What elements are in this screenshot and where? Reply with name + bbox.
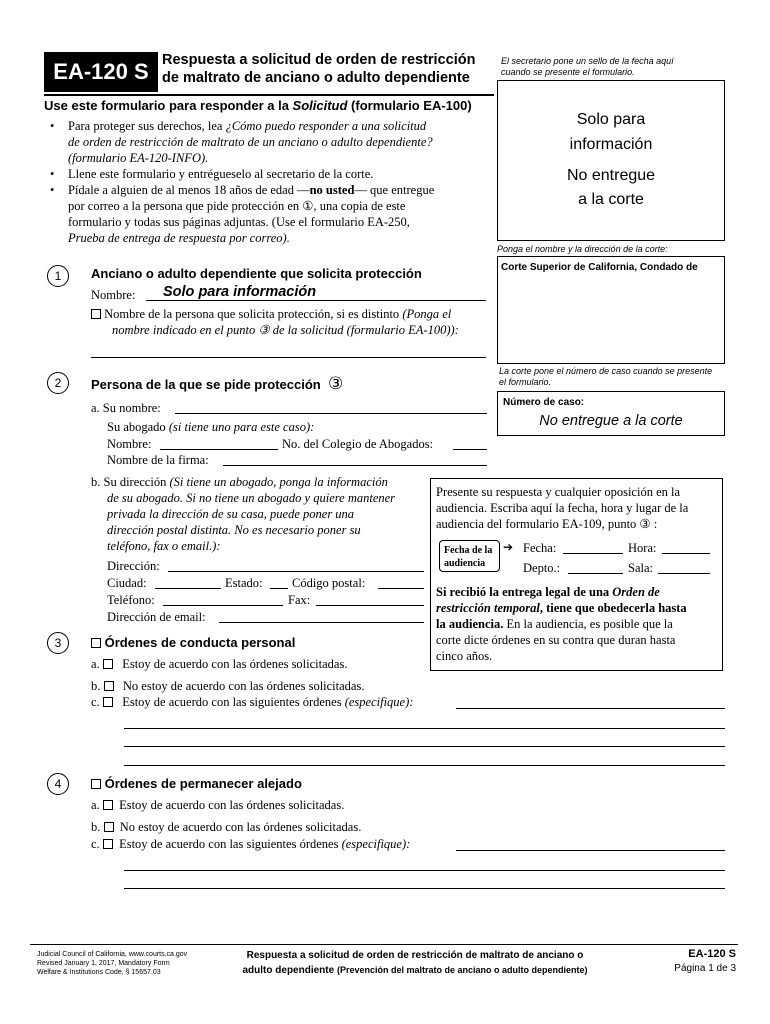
intro-heading: Use este formulario para responder a la Solicitud (formulario EA-100) [44, 98, 472, 113]
alt-name-hint: nombre indicado en el punto ③ de la solicitud (formulario EA-100)): [112, 323, 459, 337]
s4-option-a: a. Estoy de acuerdo con las órdenes solicitadas. [91, 798, 345, 812]
stamp-text-3: No entregue [566, 167, 656, 184]
intro-bullet-1: • Para proteger sus derechos, lea ¿Cómo puedo responder a una solicitud de orden de restricción de maltrato de un anciano o adulto dependiente? (formulario EA-120-INFO). [50, 119, 433, 165]
footer-rule [30, 944, 738, 945]
intro-bullets [50, 118, 490, 246]
intro-bullet-2: • Llene este formulario y entrégueselo al secretario de la corte. [50, 167, 374, 181]
section-1-number: 1 [47, 265, 69, 287]
requester-name-field[interactable] [146, 300, 486, 301]
s3-specify-line-3[interactable] [124, 746, 725, 747]
requester-name-label: Nombre: [91, 288, 136, 302]
stamp-text-1: Solo para [576, 111, 646, 128]
s4-option-c-checkbox[interactable] [103, 839, 113, 849]
phone-label: Teléfono: [107, 593, 155, 607]
respondent-name-field[interactable] [175, 413, 487, 414]
case-note: La corte pone el número de caso cuando se presente el formulario. [499, 366, 713, 387]
section-4-checkbox[interactable] [91, 779, 101, 789]
hearing-warning: Si recibió la entrega legal de una Orden de restricción temporal, tiene que obedecerla hasta la audiencia. En la audiencia, es posible que la corte dicte órdenes en su contra que duran hasta cinco años. [436, 585, 687, 663]
s3-option-b-checkbox[interactable] [104, 681, 114, 691]
section-2-title: Persona de la que se pide protección ③ [91, 374, 344, 393]
section-4-number: 4 [47, 773, 69, 795]
bar-number-label: No. del Colegio de Abogados: [282, 437, 434, 451]
footer-page-number: Página 1 de 3 [674, 963, 736, 974]
firm-name-field[interactable] [223, 465, 487, 466]
header-rule [44, 94, 494, 96]
clerk-stamp-box [497, 80, 725, 241]
arrow-right-icon: ➔ [503, 540, 514, 554]
bar-number-field[interactable] [453, 449, 487, 450]
s3-option-b: b. No estoy de acuerdo con las órdenes solicitadas. [91, 679, 365, 693]
hearing-instructions: Presente su respuesta y cualquier oposición en la audiencia. Escriba aquí la fecha, hora y lugar de la audiencia del formulario EA-109, punto ③ : [436, 485, 689, 531]
address-instructions: b. Su dirección (Si tiene un abogado, ponga la información de su abogado. Si no tiene un abogado y quiere mantener privada la dirección de su casa, puede poner una dirección postal distinta. No es necesario poner su teléfono, fax o email.): [91, 475, 396, 553]
respondent-name-label: a. Su nombre: [91, 401, 161, 415]
firm-name-label: Nombre de la firma: [107, 453, 209, 467]
s4-option-b: b. No estoy de acuerdo con las órdenes solicitadas. [91, 820, 362, 834]
zip-label: Código postal: [292, 576, 366, 590]
lawyer-name-field[interactable] [160, 449, 278, 450]
email-label: Dirección de email: [107, 610, 206, 624]
alt-name-checkbox[interactable] [91, 309, 101, 319]
s3-option-a-checkbox[interactable] [103, 659, 113, 669]
intro-bullet-3: • Pídale a alguien de al menos 18 años de edad —no usted— que entregue por correo a la persona que pide protección en ①, una copia de este formulario y todas sus páginas adjuntas. (Use el formulario EA-250, Prueba de entrega de respuesta por correo). [50, 183, 435, 245]
clerk-stamp-note: El secretario pone un sello de la fecha aquí cuando se presente el formulario. [501, 56, 674, 77]
footer-source: Judicial Council of California, www.courts.ca.gov Revised January 1, 2017, Mandatory Form Welfare & Institutions Code, § 15657.03 [37, 951, 188, 976]
fax-field[interactable] [316, 605, 424, 606]
s3-option-c: c. Estoy de acuerdo con las siguientes órdenes (especifique): [91, 695, 414, 709]
hearing-badge-text: Fecha de la audiencia [444, 545, 493, 569]
form-code: EA-120 S [53, 59, 149, 84]
address-label: Dirección: [107, 559, 160, 573]
section-1-title: Anciano o adulto dependiente que solicita protección [91, 266, 422, 281]
s4-option-a-checkbox[interactable] [103, 800, 113, 810]
s4-specify-line-3[interactable] [124, 888, 725, 889]
s4-option-c: c. Estoy de acuerdo con las siguientes órdenes (especifique): [91, 837, 411, 851]
hearing-date-field[interactable] [563, 553, 623, 554]
section-3-number: 3 [47, 632, 69, 654]
city-field[interactable] [155, 588, 221, 589]
section-2-number: 2 [47, 372, 69, 394]
s4-specify-line-1[interactable] [456, 850, 725, 851]
alt-name-row: Nombre de la persona que solicita protección, si es distinto (Ponga el [91, 306, 491, 322]
form-title-line2: de maltrato de anciano o adulto dependiente [162, 70, 470, 86]
s3-option-a: a. Estoy de acuerdo con las órdenes solicitadas. [91, 657, 348, 671]
lawyer-label: Su abogado (si tiene uno para este caso): [107, 420, 315, 434]
state-label: Estado: [225, 576, 263, 590]
phone-field[interactable] [163, 605, 283, 606]
s4-specify-line-2[interactable] [124, 870, 725, 871]
section-4-title: Órdenes de permanecer alejado [91, 776, 302, 791]
zip-field[interactable] [378, 588, 424, 589]
stamp-text-4: a la corte [578, 191, 644, 208]
hearing-time-label: Hora: [628, 541, 657, 555]
state-field[interactable] [270, 588, 288, 589]
footer-title: Respuesta a solicitud de orden de restricción de maltrato de anciano o adulto dependiente (Prevención del maltrato de anciano o adulto dependiente) [242, 950, 588, 976]
hearing-time-field[interactable] [662, 553, 710, 554]
s3-specify-line-4[interactable] [124, 765, 725, 766]
city-label: Ciudad: [107, 576, 147, 590]
stamp-text-2: información [569, 136, 653, 153]
court-note: Ponga el nombre y la dirección de la corte: [497, 244, 668, 254]
address-field[interactable] [168, 571, 424, 572]
hearing-room-field[interactable] [658, 573, 710, 574]
case-label: Número de caso: [503, 397, 585, 408]
s3-specify-line-2[interactable] [124, 728, 725, 729]
s4-option-b-checkbox[interactable] [104, 822, 114, 832]
requester-name-value: Solo para información [163, 284, 317, 300]
hearing-date-label: Fecha: [523, 541, 557, 555]
section-3-title: Órdenes de conducta personal [91, 635, 295, 650]
hearing-dept-field[interactable] [568, 573, 623, 574]
hearing-room-label: Sala: [628, 561, 653, 575]
hearing-dept-label: Depto.: [523, 561, 561, 575]
s3-specify-line-1[interactable] [456, 708, 725, 709]
s3-option-c-checkbox[interactable] [103, 697, 113, 707]
footer-form-code: EA-120 S [688, 948, 736, 960]
fax-label: Fax: [288, 593, 311, 607]
court-label: Corte Superior de California, Condado de [501, 262, 698, 273]
case-number-value: No entregue a la corte [539, 413, 683, 429]
email-field[interactable] [219, 622, 424, 623]
lawyer-name-label: Nombre: [107, 437, 152, 451]
form-title-line1: Respuesta a solicitud de orden de restricción [162, 52, 476, 68]
alt-name-field[interactable] [91, 357, 486, 358]
section-3-checkbox[interactable] [91, 638, 101, 648]
